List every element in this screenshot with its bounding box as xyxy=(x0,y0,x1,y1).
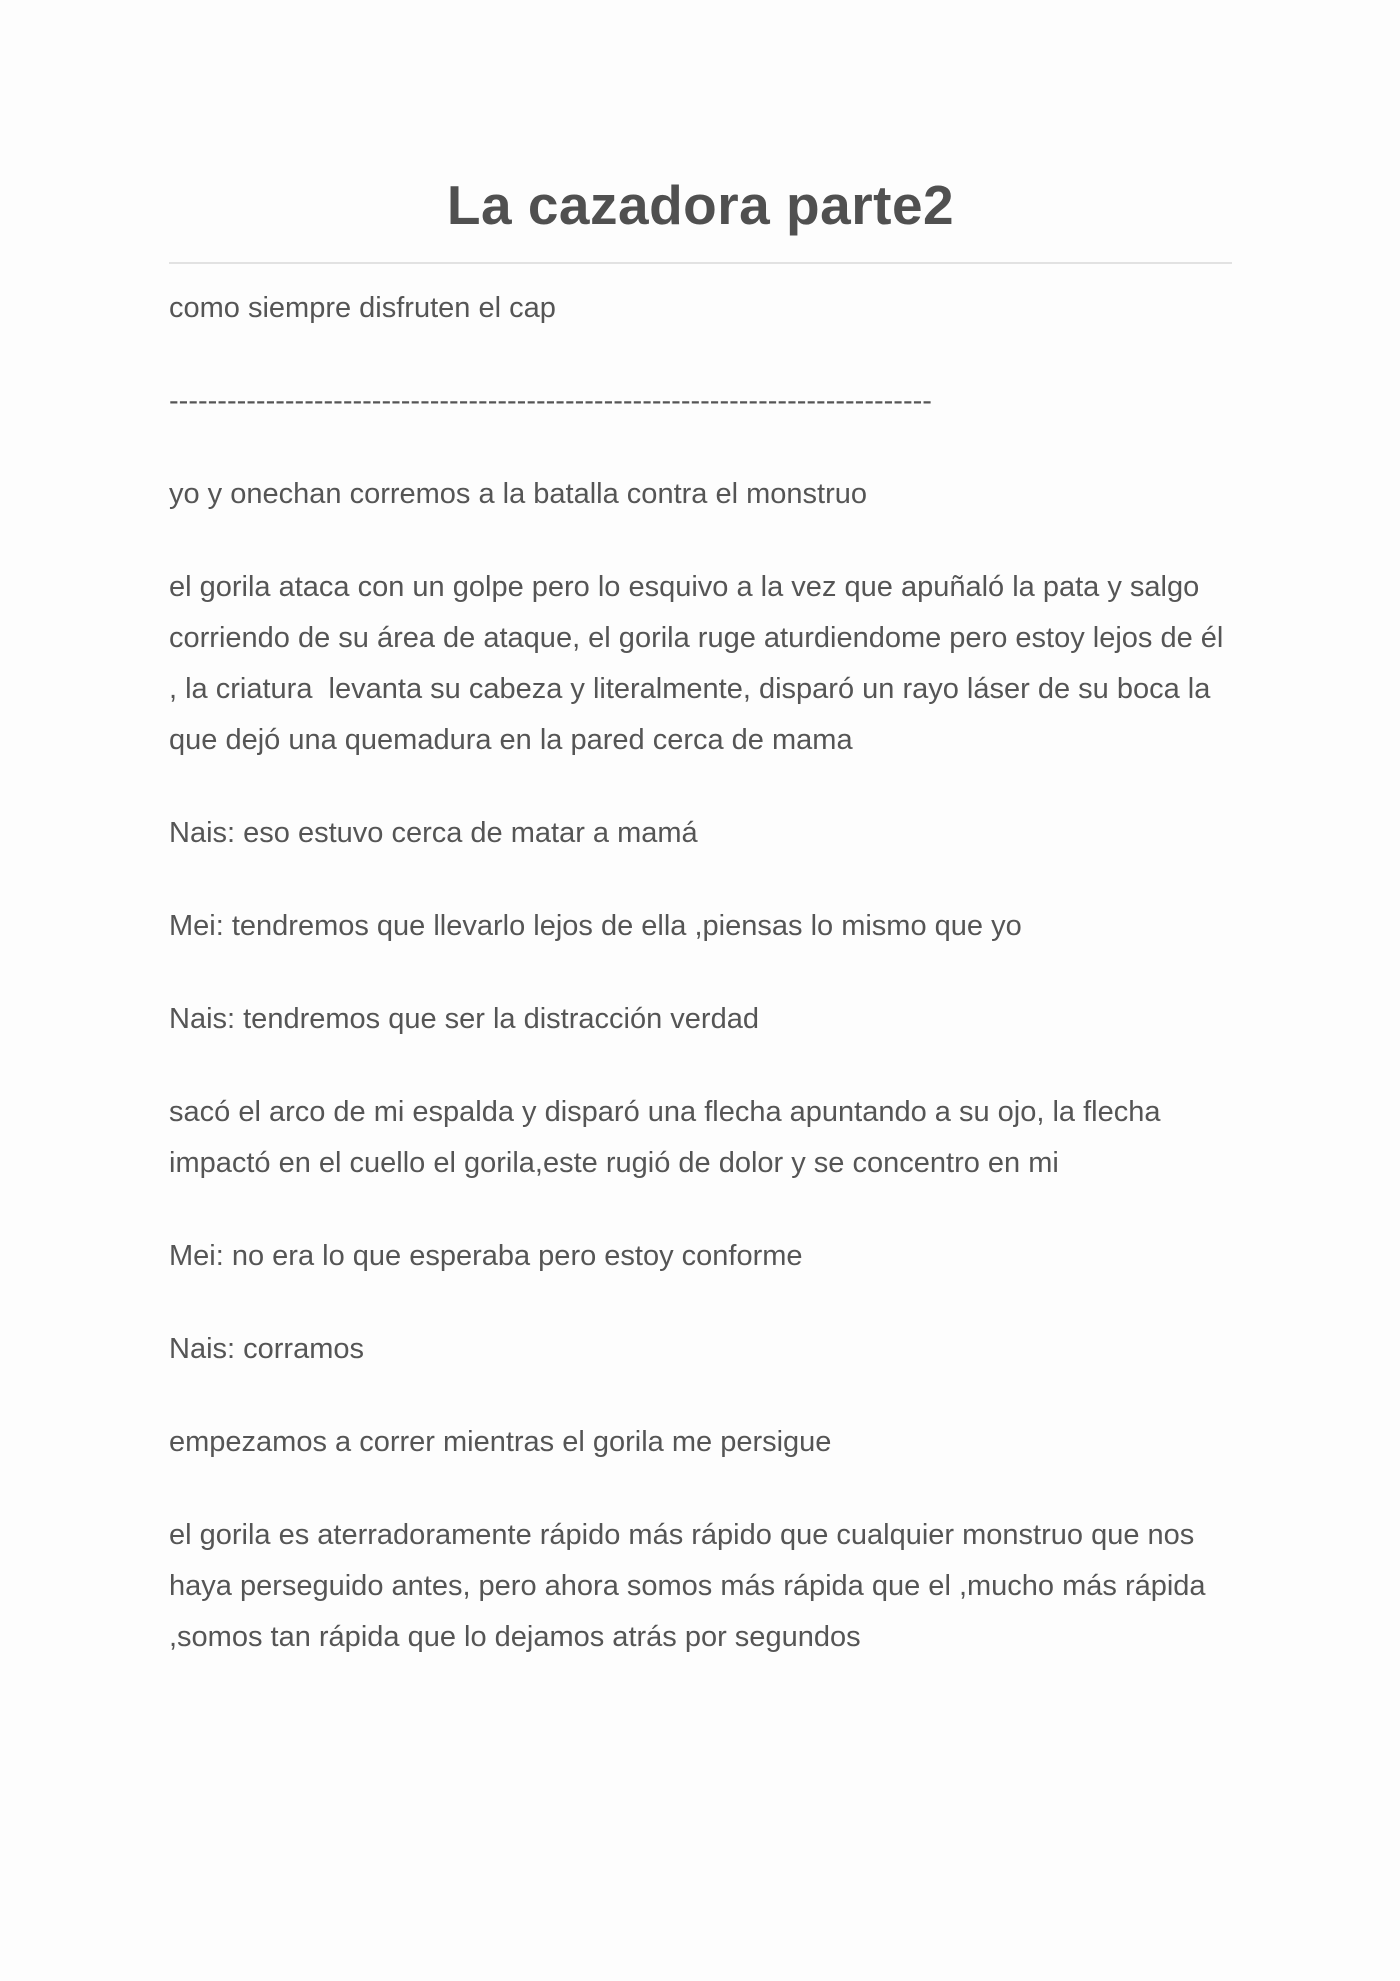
document-page xyxy=(169,0,1232,1705)
title-divider xyxy=(169,262,1232,264)
dialogue-line: Mei: no era lo que esperaba pero estoy conforme xyxy=(169,1240,803,1272)
paragraph-separator: ------------------------------------------------------------------------------- xyxy=(169,385,932,417)
dialogue-line: Nais: eso estuvo cerca de matar a mamá xyxy=(169,817,698,849)
dialogue-line: Mei: tendremos que llevarlo lejos de ella ,piensas lo mismo que yo xyxy=(169,910,1022,942)
page-title: La cazadora parte2 xyxy=(446,174,955,236)
dialogue-line: Nais: corramos xyxy=(169,1333,364,1365)
paragraph: el gorila es aterradoramente rápido más rápido que cualquier monstruo que nos haya perseguido antes, pero ahora somos más rápida que el ,mucho más rápida ,somos tan rápida que lo dejamos atrás por segundos xyxy=(169,1519,1214,1653)
paragraph: empezamos a correr mientras el gorila me persigue xyxy=(169,1426,832,1458)
paragraph: yo y onechan corremos a la batalla contra el monstruo xyxy=(169,478,867,510)
document-body xyxy=(169,283,1232,1663)
paragraph-intro: como siempre disfruten el cap xyxy=(169,292,556,324)
paragraph: sacó el arco de mi espalda y disparó una flecha apuntando a su ojo, la flecha impactó en el cuello el gorila,este rugió de dolor y se concentro en mi xyxy=(169,1096,1169,1179)
dialogue-line: Nais: tendremos que ser la distracción verdad xyxy=(169,1003,759,1035)
paragraph: el gorila ataca con un golpe pero lo esquivo a la vez que apuñaló la pata y salgo corriendo de su área de ataque, el gorila ruge aturdiendome pero estoy lejos de él , la criatura levanta su cabeza y literalmente, disparó un rayo láser de su boca la que dejó una quemadura en la pared cerca de mama xyxy=(169,571,1232,756)
